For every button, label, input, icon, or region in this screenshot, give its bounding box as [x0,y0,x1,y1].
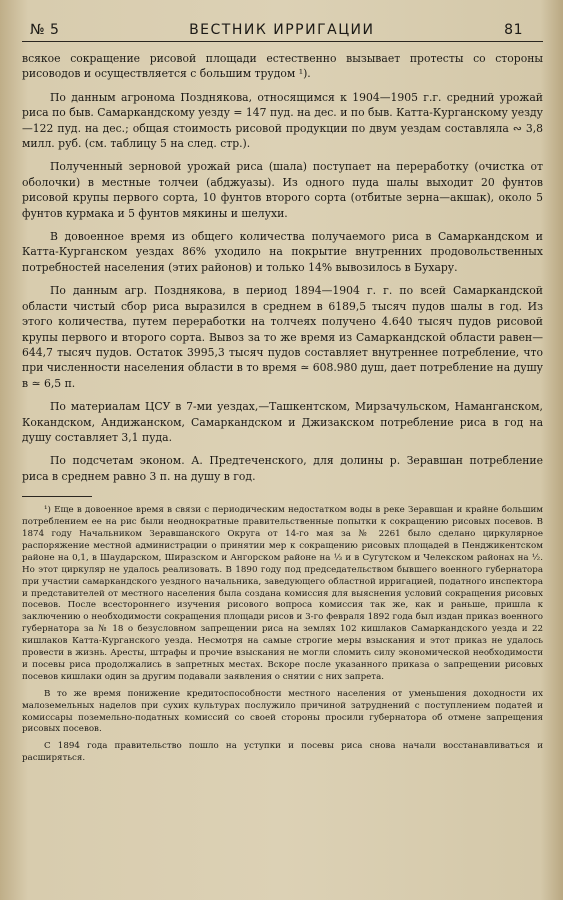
paragraph: По материалам ЦСУ в 7-ми уездах,—Ташкентском, Мирзачульском, Наманганском, Кокандском, Андижанском, Самаркандском и Джизакском потребление риса в год на душу составляет 3,1 пуда. [22,400,543,444]
footnotes [22,505,543,765]
paragraph: В довоенное время из общего количества получаемого риса в Самаркандском и Катта-Курганском уездах 86% уходило на покрытие внутренних продовольственных потребностей населения (этих районов) и только 14% вывозилось в Бухару. [22,230,543,274]
page-number: 81 [504,22,523,38]
paragraph: Полученный зерновой урожай риса (шала) поступает на переработку (очистка от оболочки) в местные толчеи (абджуазы). Из одного пуда шалы выходит 20 фунтов рисовой крупы первого сорта, 10 фунтов второго сорта (отбитые зерна—акшак), около 5 фунтов курмака и 5 фунтов мякины и шелухи. [22,160,543,220]
paragraph: По данным агр. Позднякова, в период 1894—1904 г. г. по всей Самаркандской области чистый сбор риса выразился в среднем в 6189,5 тысяч пудов шалы в год. Из этого количества, путем переработки на толчеях получено 4.640 тысяч пудов рисовой крупы первого и второго сорта. Вывоз за то же время из Самаркандской области равен—644,7 тысяч пудов. Остаток 3995,3 тысяч пудов составляет внутреннее потребление, что при численности населения области в то время ≃ 608.980 душ, дает потребление на душу в ≃ 6,5 п. [22,284,543,390]
footnote: ¹) Еще в довоенное время в связи с периодическим недостатком воды в реке Зеравшан и крайне большим потреблением ее на рис были неоднократные правительственные попытки к сокращению рисовых посевов. В 1874 году Начальником Зеравшанского Округа от 14-го мая за № 2261 было сделано циркулярное распоряжение местной администрации о принятии мер к сокращению рисовых площадей в Пенджикентском районе на 0,1, в Шаударском, Ширазском и Ангорском районе на ⅓ и в Сугутском и Челекском районах на ½. Но этот циркуляр не удалось реализовать. В 1890 году под председательством бывшего военного губернатора при участии самаркандского уездного начальника, заведующего областной ирригацией, податного инспектора и представителей от местного населения была создана комиссия для выяснения условий сокращения рисовых посевов. После всестороннего изучения рисового вопроса комиссия так же, как и раньше, пришла к заключению о необходимости сокращения площади рисов и 3-го февраля 1892 года был издан приказ военного губернатора за № 18 о безусловном запрещении риса на землях 102 кишлаков Самаркандского уезда и 22 кишлаков Катта-Курганского уезда. Несмотря на самые строгие меры взыскания и этот приказ не удалось провести в жизнь. Аресты, штрафы и прочие взыскания не могли сломить силу экономической необходимости и посевы риса продолжались в запретных местах. Вскоре после указанного приказа о запрещении рисовых посевов кишлаки один за другим подавали заявления о снятии с них запрета. [22,505,543,682]
page-header [22,22,543,42]
paragraph: всякое сокращение рисовой площади естественно вызывает протесты со стороны рисоводов и осуществляется с большим трудом ¹). [22,52,543,81]
footnote-divider [22,496,92,497]
paragraph: По подсчетам эконом. А. Предтеченского, для долины р. Зеравшан потребление риса в среднем равно 3 п. на душу в год. [22,454,543,483]
main-text [22,51,543,484]
footnote: В то же время понижение кредитоспособности местного населения от уменьшения доходности их малоземельных наделов при сухих культурах послужило причиной затруднений с поступлением податей и комиссары поземельно-податных комиссий со своей стороны просили губернатора об отмене запрещения рисовых посевов. [22,688,543,735]
paragraph: По данным агронома Позднякова, относящимся к 1904—1905 г.г. средний урожай риса по быв. Самаркандскому уезду = 147 пуд. на дес. и по быв. Катта-Курганскому уезду—122 пуд. на дес.; общая стоимость рисовой продукции по двум уездам составляла ∾ 3,8 милл. руб. (см. таблицу 5 на след. стр.). [22,90,543,151]
issue-number: № 5 [30,22,60,38]
footnote: С 1894 года правительство пошло на уступки и посевы риса снова начали восстанавливаться и расширяться. [22,741,543,764]
journal-title: ВЕСТНИК ИРРИГАЦИИ [189,22,375,38]
